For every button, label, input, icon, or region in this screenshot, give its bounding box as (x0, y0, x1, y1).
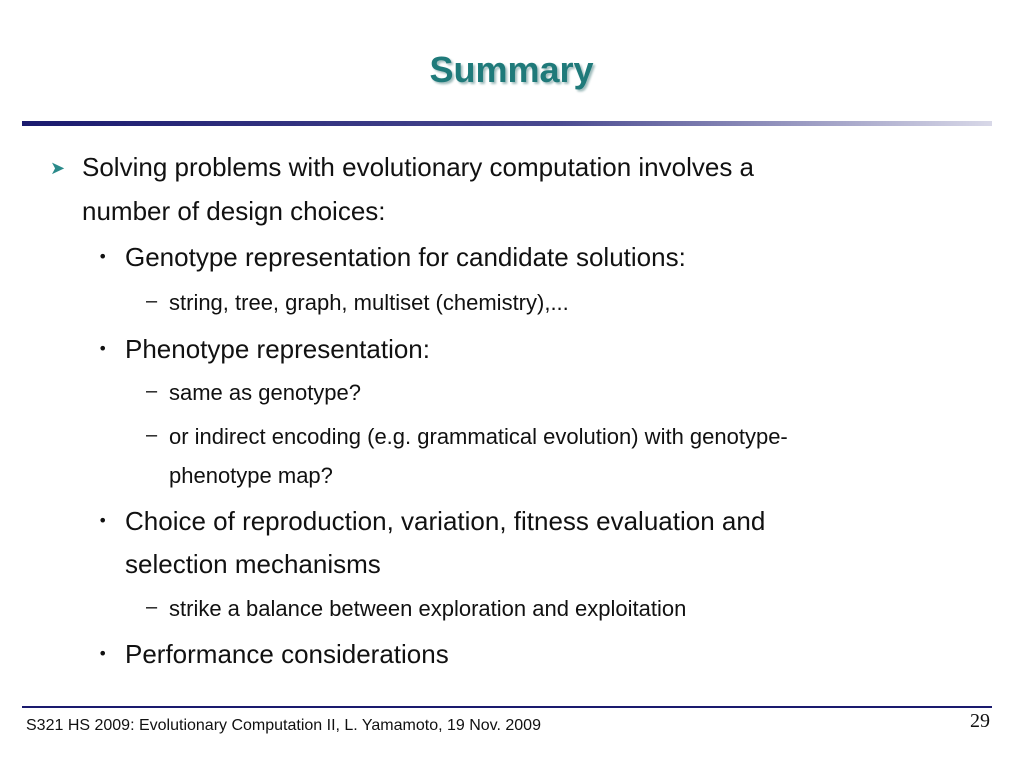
bullet-text: selection mechanisms (125, 549, 381, 579)
dash-bullet-icon: – (146, 424, 158, 446)
bullet-text: Choice of reproduction, variation, fitness evaluation and (125, 506, 766, 536)
bullet-text: strike a balance between exploration and exploitation (169, 596, 687, 621)
dash-bullet-icon: – (146, 596, 158, 618)
footer-caption: S321 HS 2009: Evolutionary Computation II, L. Yamamoto, 19 Nov. 2009 (26, 717, 541, 734)
slide-title: Summary (429, 49, 594, 90)
dash-bullet-icon: – (146, 290, 158, 312)
bullet-text: phenotype map? (169, 463, 333, 488)
bullet-text: or indirect encoding (e.g. grammatical evolution) with genotype- (169, 424, 788, 449)
dot-bullet-icon: • (98, 247, 108, 266)
bullet-text: Phenotype representation: (125, 334, 430, 364)
dot-bullet-icon: • (98, 511, 108, 530)
bullet-text: string, tree, graph, multiset (chemistry),... (169, 290, 569, 315)
bullet-text: Performance considerations (125, 639, 449, 669)
bullet-text: same as genotype? (169, 380, 362, 405)
bullet-text: Genotype representation for candidate solutions: (125, 242, 686, 272)
footer-divider (22, 706, 992, 708)
bullet-text: number of design choices: (82, 196, 386, 226)
dot-bullet-icon: • (98, 644, 108, 663)
dash-bullet-icon: – (146, 380, 158, 402)
bullet-text: Solving problems with evolutionary computation involves a (82, 152, 755, 182)
arrow-bullet-icon: ➤ (50, 158, 66, 179)
page-number: 29 (970, 710, 990, 732)
dot-bullet-icon: • (98, 339, 108, 358)
